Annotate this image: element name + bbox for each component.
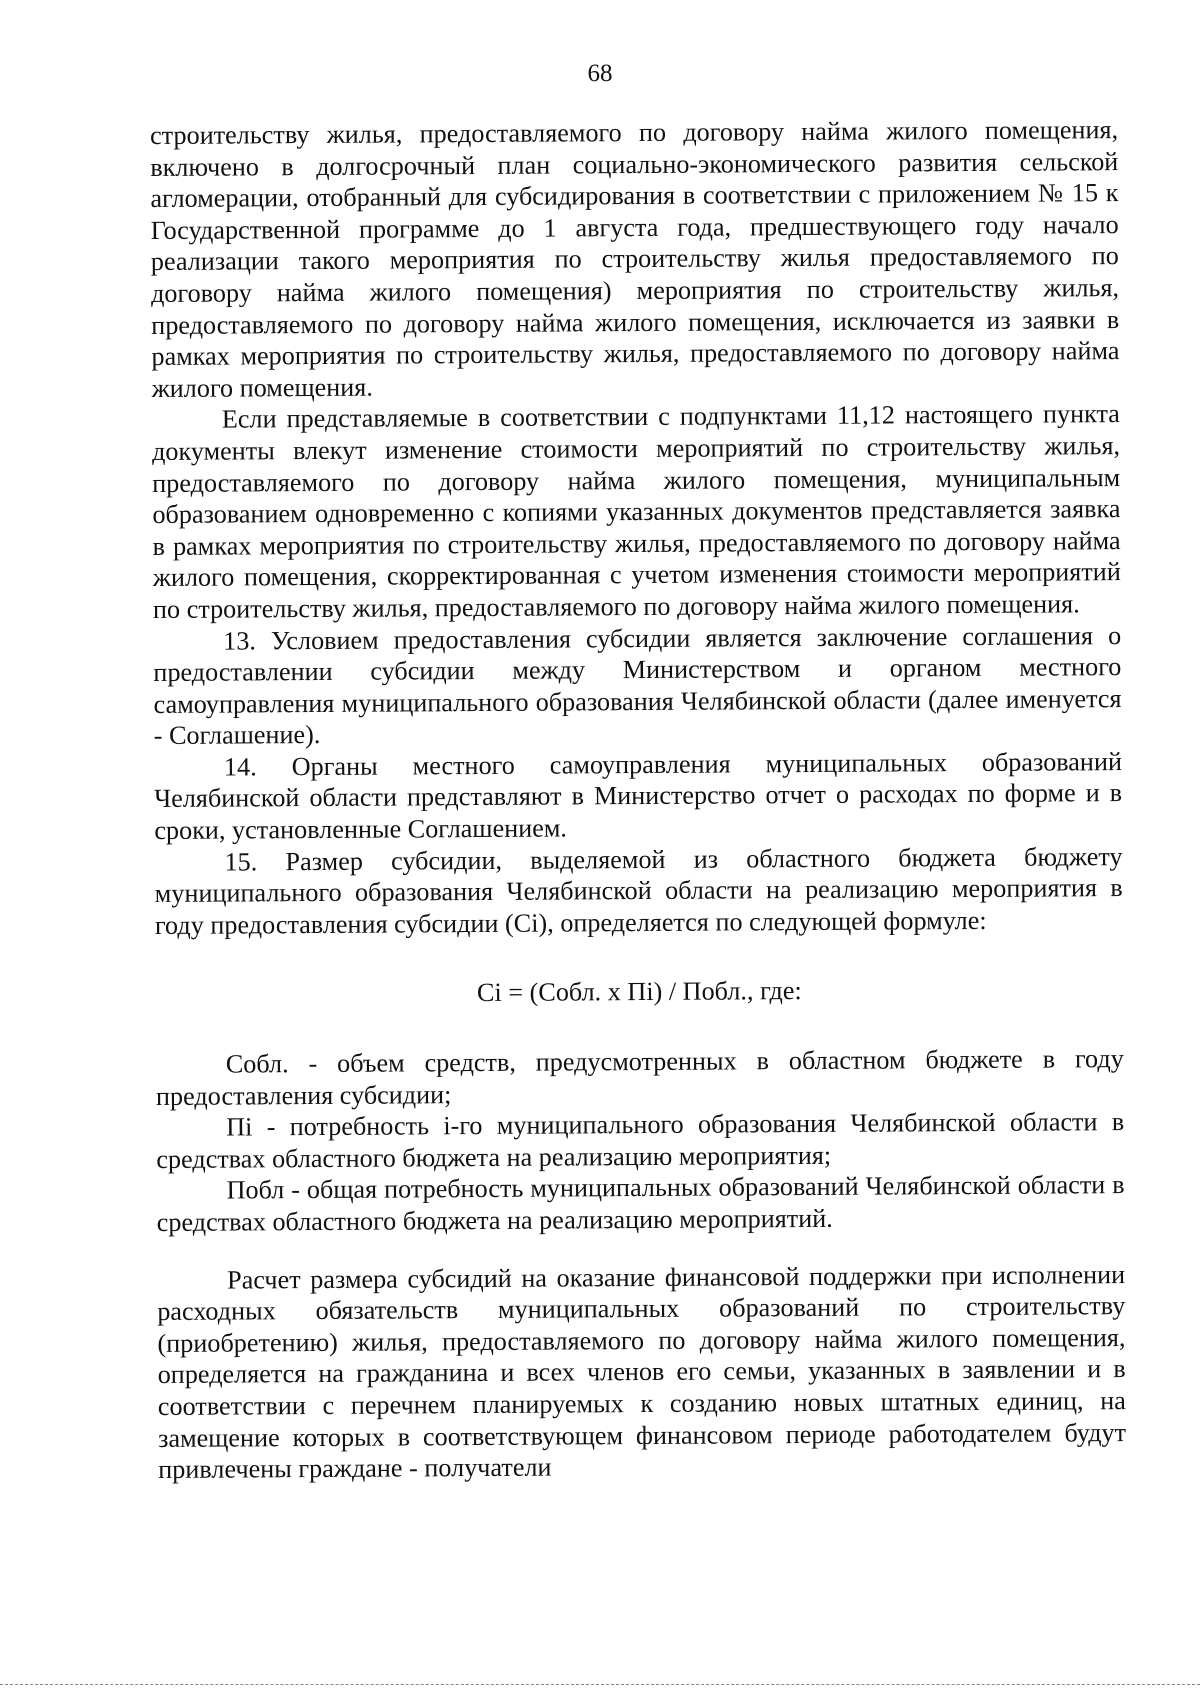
paragraph-item-14: 14. Органы местного самоуправления муниципальных образований Челябинской области представляют в Министерство отчет о расходах по форме и в сроки, установленные Соглашением. — [154, 746, 1123, 846]
paragraph-item-15: 15. Размер субсидии, выделяемой из областного бюджета бюджету муниципального образования Челябинской области на реализацию мероприятия в году предоставления субсидии (Ci), определяется по следующей формуле: — [154, 841, 1123, 940]
definition-pobl: Побл - общая потребность муниципальных образований Челябинской области в средствах областного бюджета на реализацию мероприятий. — [156, 1170, 1125, 1237]
subsidy-formula: Ci = (Собл. х Пi) / Побл., где: — [476, 976, 802, 1008]
scan-bottom-edge — [0, 1684, 1200, 1685]
paragraph-continuation: строительству жилья, предоставляемого по договору найма жилого помещения, включено в долгосрочный план социально-экономического развития сельской агломерации, отобранный для субсидирования в соответствии с приложением № 15 к Государственной программе до 1 августа года, предшествующего году начало реализации такого мероприятия по строительству жилья предоставляемого по договору найма жилого помещения) мероприятия по строительству жилья, предоставляемого по договору найма жилого помещения, исключается из заявки в рамках мероприятия по строительству жилья, предоставляемого по договору найма жилого помещения. — [150, 115, 1120, 403]
definition-sobl: Собл. - объем средств, предусмотренных в областном бюджете в году предоставления субсидии; — [155, 1044, 1124, 1111]
document-body — [150, 114, 1126, 1486]
paragraph-calculation: Расчет размера субсидий на оказание финансовой поддержки при исполнении расходных обязательств муниципальных образований по строительству (приобретению) жилья, предоставляемого по договору найма жилого помещения, определяется на гражданина и всех членов его семьи, указанных в заявлении и в соответствии с перечнем планируемых к созданию новых штатных единиц, на замещение которых в соответствующем финансовом периоде работодателем будут привлечены граждане - получатели — [157, 1259, 1127, 1485]
page-number: 68 — [587, 60, 613, 87]
paragraph-documents-change: Если представляемые в соответствии с подпунктами 11,12 настоящего пункта документы влекут изменение стоимости мероприятий по строительству жилья, предоставляемого по договору найма жилого помещения, муниципальным образованием одновременно с копиями указанных документов представляется заявка в рамках мероприятия по строительству жилья, предоставляемого по договору найма жилого помещения, скорректированная с учетом изменения стоимости мероприятий по строительству жилья, предоставляемого по договору найма жилого помещения. — [151, 399, 1121, 624]
definition-pi: Пi - потребность i-го муниципального образования Челябинской области в средствах областного бюджета на реализацию мероприятия; — [156, 1107, 1125, 1174]
paragraph-item-13: 13. Условием предоставления субсидии является заключение соглашения о предоставлении субсидии между Министерством и органом местного самоуправления муниципального образования Челябинской области (далее именуется - Соглашение). — [153, 620, 1122, 751]
